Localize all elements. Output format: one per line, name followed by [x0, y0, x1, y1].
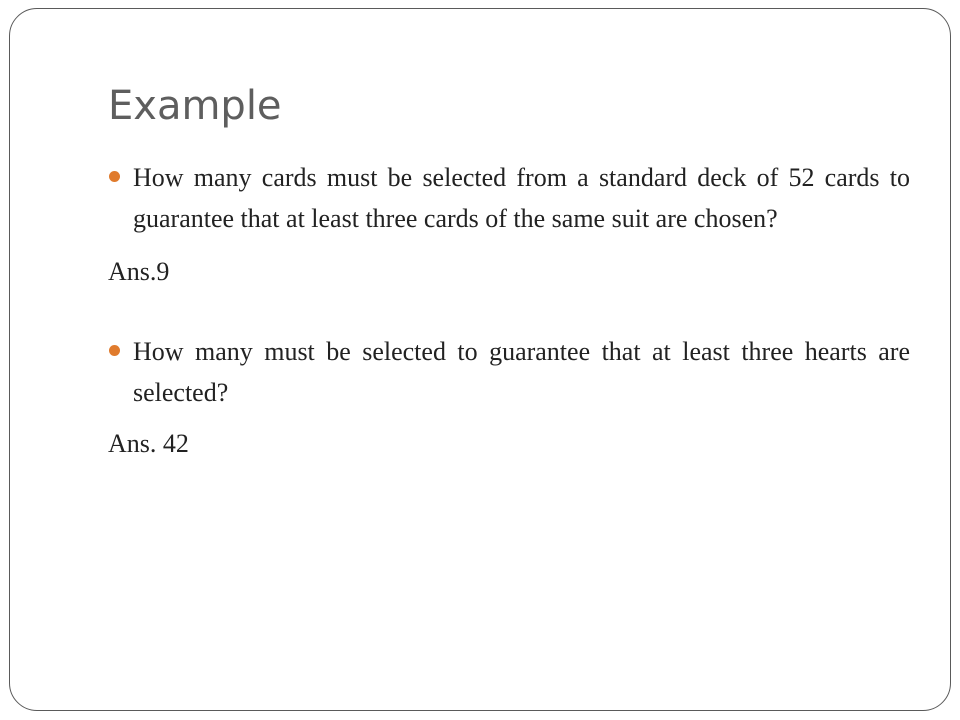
question-text-1: How many cards must be selected from a standard deck of 52 cards to guarantee that at least three cards of the same suit are chosen?: [133, 163, 910, 233]
answer-text-2: Ans. 42: [108, 429, 189, 458]
bullet-dot-icon: [109, 345, 120, 356]
slide-title: Example: [108, 83, 282, 129]
answer-text-1: Ans.9: [108, 257, 170, 286]
bullet-dot-icon: [109, 171, 120, 182]
bullet-item-2: [106, 331, 910, 413]
bullet-item-1: [106, 157, 910, 239]
question-text-2: How many must be selected to guarantee that at least three hearts are selected?: [133, 337, 910, 407]
slide-content: [106, 157, 910, 464]
